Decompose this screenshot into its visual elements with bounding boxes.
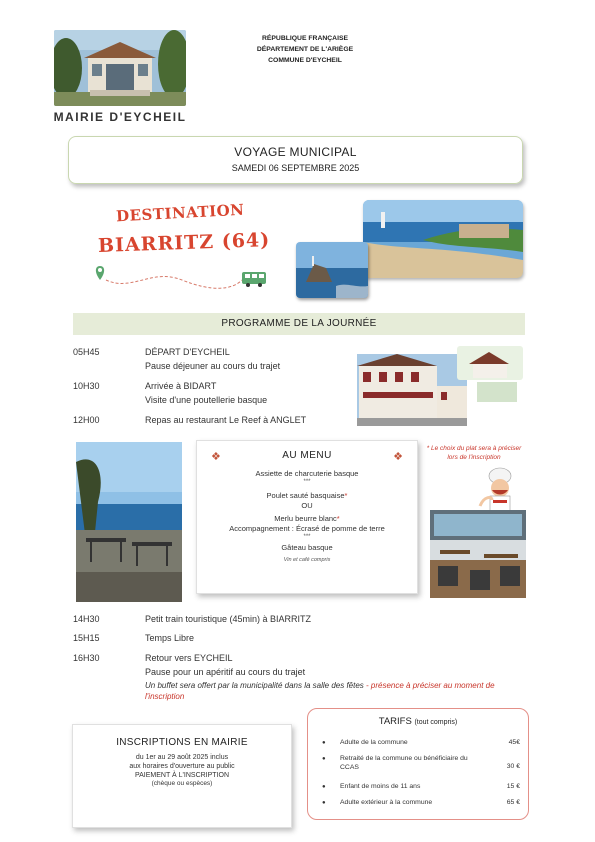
tarifs-title [308,716,528,727]
menu-drinks-note: Vin et café compris [283,557,331,563]
schedule-time: 16H30 [73,653,100,663]
menu-main-1 [197,491,417,501]
schedule-desc: Pause déjeuner au cours du trajet [145,361,281,371]
menu-main-1-text: Poulet sauté basquaise [266,491,345,500]
programme-heading: PROGRAMME DE LA JOURNÉE [73,313,525,335]
official-line: RÉPUBLIQUE FRANÇAISE [261,35,349,42]
schedule-desc: Visite d'une poutellerie basque [145,395,268,405]
menu-separator: *** [303,534,311,540]
restaurant-photo [430,510,526,598]
tarif-price: 15 € [506,783,520,790]
tarif-price: 30 € [506,763,520,770]
ornament-icon: ❖ [393,451,403,463]
map-pin-icon [96,266,104,280]
official-line: DÉPARTEMENT DE L'ARIÈGE [256,46,354,53]
town-hall-photo [54,30,186,106]
buffet-text: Un buffet sera offert par la municipalité dans la salle des fêtes [145,681,364,690]
menu-side: Accompagnement : Écrasé de pomme de terre [229,524,385,533]
tarifs-box [307,708,529,820]
tarif-label: Adulte de la commune [340,739,408,746]
tarif-label: Enfant de moins de 11 ans [340,783,421,790]
schedule-time: 12H00 [73,415,100,425]
inscriptions-line: PAIEMENT À L'INSCRIPTION [134,772,230,779]
menu-starter: Assiette de charcuterie basque [255,469,359,478]
choice-note: * Le choix du plat sera à préciser lors de l'inscription [426,445,522,461]
tarif-label: Adulte extérieur à la commune [340,799,433,806]
basque-village-photo [357,346,525,426]
choice-star: * [336,514,340,523]
bullet-icon: ● [322,800,326,806]
chef-illustration [478,466,522,516]
route-illustration [92,262,272,292]
logo-text: MAIRIE D'EYCHEIL [53,110,187,124]
official-header [215,33,395,66]
inscriptions-box [72,724,292,828]
inscriptions-line: (chèque ou espèces) [151,780,213,787]
menu-or: OU [301,501,313,510]
buffet-note [145,680,529,702]
menu-title: AU MENU [282,450,332,461]
tarif-price: 65 € [506,799,520,806]
destination-place: BIARRITZ (64) [97,229,271,257]
tarif-label: Retraité de la commune ou bénéficiaire du CCAS [340,755,468,771]
title-box [68,136,523,184]
biarritz-beach-photo [363,200,523,278]
bus-icon [242,272,266,287]
inscriptions-line: du 1er au 29 août 2025 inclus [135,754,229,761]
menu-dessert: Gâteau basque [281,543,333,552]
schedule-time: 14H30 [73,614,100,624]
event-date: SAMEDI 06 SEPTEMBRE 2025 [231,163,360,173]
official-line: COMMUNE D'EYCHEIL [268,57,342,64]
schedule-time: 15H15 [73,633,100,643]
inscriptions-line: aux horaires d'ouverture au public [129,763,235,770]
rocher-vierge-photo [296,242,368,298]
inscriptions-title: INSCRIPTIONS EN MAIRIE [116,737,248,748]
menu-card [196,440,418,594]
schedule-desc: Pause pour un apéritif au cours du trajet [145,667,306,677]
buffet-red-note: - présence à préciser au moment de l'inscription [145,681,495,701]
schedule-desc: DÉPART D'EYCHEIL [145,347,230,357]
schedule-desc: Petit train touristique (45min) à BIARRITZ [145,614,312,624]
destination-label: DESTINATION [115,200,245,226]
choice-star: * [344,491,348,500]
tarif-price: 45€ [508,739,520,746]
ornament-icon: ❖ [211,451,221,463]
schedule-desc: Temps Libre [145,633,195,643]
schedule-time: 05H45 [73,347,100,357]
schedule-desc: Arrivée à BIDART [145,381,217,391]
page-title: VOYAGE MUNICIPAL [234,145,357,159]
menu-main-2-text: Merlu beurre blanc [274,514,337,523]
tarifs-subtitle: (tout compris) [414,719,458,726]
terrace-sea-photo [76,442,182,602]
mairie-logo [50,30,190,128]
menu-separator: *** [303,479,311,485]
menu-main-2 [197,514,417,524]
bullet-icon: ● [322,756,326,762]
bullet-icon: ● [322,784,326,790]
schedule-time: 10H30 [73,381,100,391]
tarifs-title-text: TARIFS [378,716,412,727]
bullet-icon: ● [322,740,326,746]
schedule-desc: Repas au restaurant Le Reef à ANGLET [145,415,307,425]
schedule-desc: Retour vers EYCHEIL [145,653,233,663]
